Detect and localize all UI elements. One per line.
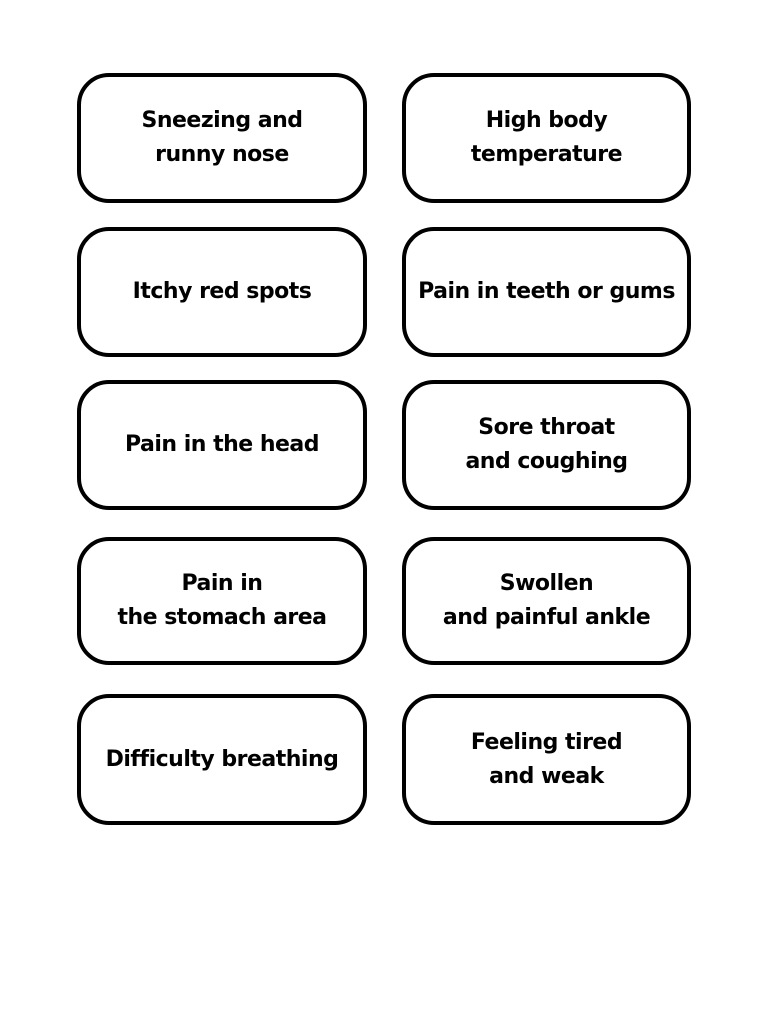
card-line: Pain in [181, 571, 263, 596]
card-text [133, 275, 312, 309]
card-line: temperature [470, 142, 623, 167]
card-itchy-spots [77, 227, 367, 357]
card-line: Swollen [499, 571, 594, 596]
card-line: High body [485, 108, 608, 133]
card-text [418, 275, 675, 309]
card-line: the stomach area [117, 605, 327, 630]
card-sneezing [77, 73, 367, 203]
card-text [465, 411, 627, 479]
card-text [443, 567, 650, 635]
card-text [471, 104, 622, 172]
card-line: and painful ankle [442, 605, 651, 630]
card-stomach-pain [77, 537, 367, 665]
card-line: Difficulty breathing [105, 746, 339, 772]
card-sore-throat [402, 380, 691, 510]
card-text [141, 104, 302, 172]
card-line: Sneezing and [141, 108, 303, 133]
card-tired-weak [402, 694, 691, 825]
card-line: runny nose [155, 142, 289, 167]
card-high-temperature [402, 73, 691, 203]
card-line: Itchy red spots [132, 279, 312, 304]
card-text [117, 567, 326, 635]
card-text [471, 726, 622, 794]
card-line: Sore throat [478, 415, 615, 440]
card-text [106, 743, 339, 777]
card-line: and coughing [465, 449, 628, 474]
card-line: Pain in teeth or gums [418, 279, 675, 304]
card-line: Feeling tired [470, 729, 623, 755]
card-text [125, 428, 319, 462]
card-line: and weak [489, 763, 604, 789]
card-line: Pain in the head [124, 432, 320, 457]
card-difficulty-breathing [77, 694, 367, 825]
card-swollen-ankle [402, 537, 691, 665]
card-teeth-pain [402, 227, 691, 357]
card-head-pain [77, 380, 367, 510]
